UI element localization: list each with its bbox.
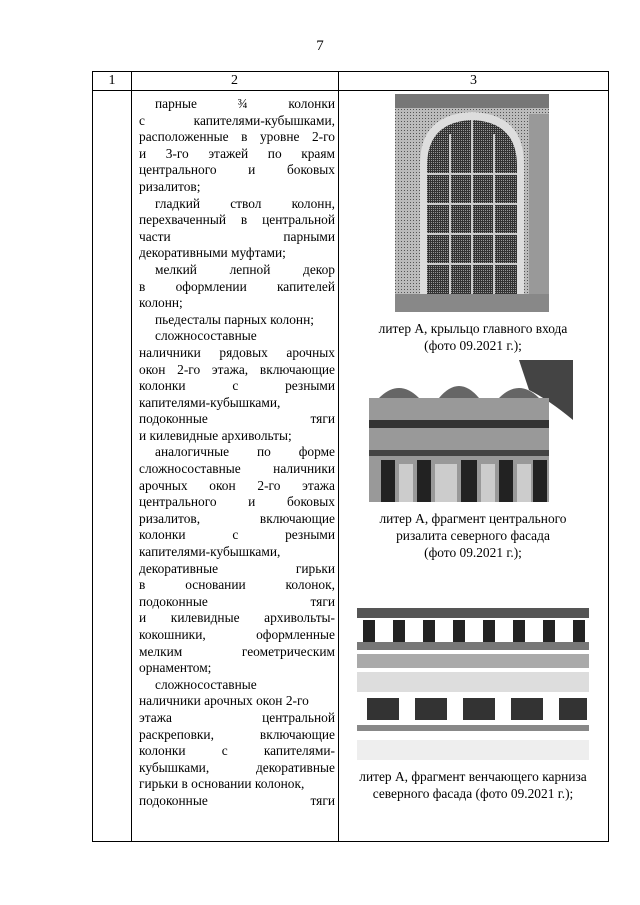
description-line: мелким геометрическим [139, 643, 335, 659]
description-line: аналогичные по форме [155, 444, 335, 460]
description-line: перехваченный в центральной [139, 212, 335, 228]
description-line: колонн; [139, 295, 183, 311]
description-line: и килевидные архивольты; [139, 427, 292, 443]
description-line: колонки с резными [139, 378, 335, 394]
description-line: кубышками, декоративные [139, 759, 335, 775]
description-line: в оформлении капителей [139, 278, 335, 294]
description-line: сложносоставные [155, 676, 257, 692]
description-text [139, 96, 335, 810]
description-line: декоративными муфтами; [139, 245, 286, 261]
description-line: окон 2-го этажа, включающие [139, 361, 335, 377]
description-line: наличники арочных окон 2-го [139, 693, 309, 709]
photo-caption-cornice: литер А, фрагмент венчающего карниза северного фасада (фото 09.2021 г.); [359, 769, 587, 801]
heritage-table [92, 71, 609, 842]
description-line: ризалитов; [139, 178, 201, 194]
description-line: подоконные тяги [139, 792, 335, 808]
description-line: подоконные тяги [139, 411, 335, 427]
description-line: части парными [139, 228, 335, 244]
description-line: наличники рядовых арочных [139, 344, 335, 360]
description-line: арочных окон 2-го этажа [139, 477, 335, 493]
description-line: капителями-кубышками, [139, 544, 281, 560]
page-number: 7 [316, 38, 324, 54]
description-line: гладкий ствол колонн, [155, 195, 335, 211]
description-line: парные ¾ колонки [155, 96, 335, 111]
description-line: сложносоставные [155, 328, 257, 344]
description-line: центрального и боковых [139, 162, 335, 178]
description-line: колонки с резными [139, 527, 335, 543]
photo-caption-entrance: литер А, крыльцо главного входа (фото 09.2021 г.); [378, 321, 568, 353]
description-line: и 3-го этажей по краям [139, 145, 335, 161]
photo-main-entrance [395, 94, 549, 312]
photo-block-risalit [339, 360, 607, 580]
description-line: мелкий лепной декор [155, 261, 335, 277]
photo-caption-risalit: литер А, фрагмент центрального ризалита северного фасада (фото 09.2021 г.); [379, 511, 567, 560]
description-line: пьедесталы парных колонн; [155, 311, 314, 327]
description-line: и килевидные архивольты- [139, 610, 335, 626]
photo-crowning-cornice [357, 580, 589, 760]
description-line: колонки с капителями- [139, 743, 335, 759]
description-line: раскреповки, включающие [139, 726, 335, 742]
column-header-2: 2 [231, 73, 238, 88]
photo-central-risalit [369, 360, 573, 502]
description-line: центрального и боковых [139, 494, 335, 510]
description-line: подоконные тяги [139, 593, 335, 609]
description-line: сложносоставные наличники [139, 461, 335, 477]
description-line: расположенные в уровне 2-го [139, 129, 335, 145]
description-line: ризалитов, включающие [139, 510, 335, 526]
description-line: с капителями-кубышками, [139, 112, 335, 128]
description-line: в основании колонок, [139, 577, 335, 593]
description-line: гирьки в основании колонок, [139, 776, 305, 792]
description-line: орнаментом; [139, 660, 212, 676]
description-line: декоративные гирьки [139, 560, 335, 576]
photo-block-cornice [339, 580, 607, 820]
description-line: кокошники, оформленные [139, 627, 335, 642]
column-header-3: 3 [470, 73, 477, 88]
column-header-1: 1 [108, 73, 116, 88]
description-line: этажа центральной [139, 709, 335, 725]
description-line: капителями-кубышками, [139, 394, 281, 410]
